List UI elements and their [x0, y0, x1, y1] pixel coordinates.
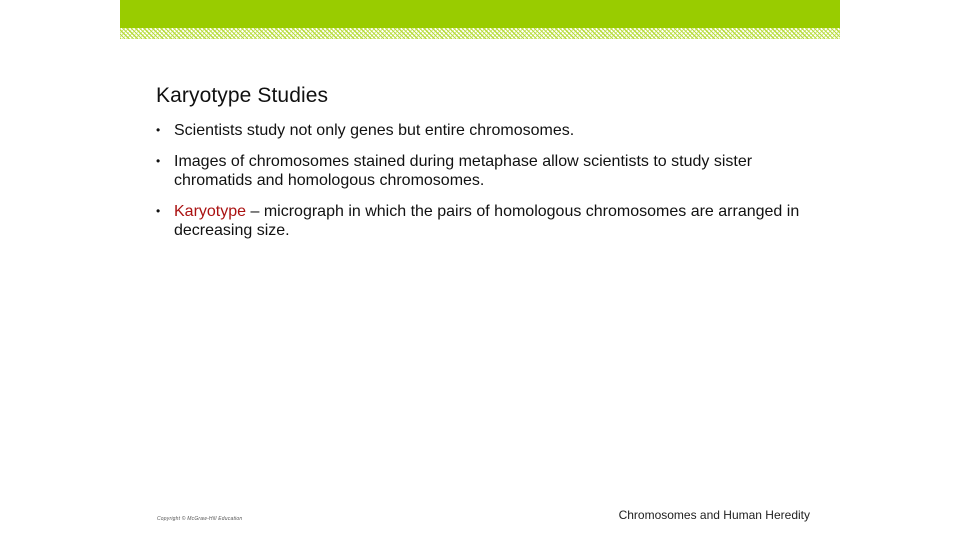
header-bar [120, 0, 840, 28]
bullet-item [156, 202, 816, 240]
bullet-icon: • [156, 123, 161, 137]
slide-title: Karyotype Studies [156, 84, 329, 107]
bullet-text: – micrograph in which the pairs of homologous chromosomes are arranged in decreasing size. [174, 203, 800, 239]
bullet-icon: • [156, 154, 161, 168]
term-karyotype: Karyotype [174, 203, 247, 220]
bullet-text: Images of chromosomes stained during metaphase allow scientists to study sister chromatids and homologous chromosomes. [174, 153, 753, 189]
footer-chapter-title: Chromosomes and Human Heredity [618, 508, 810, 522]
bullet-list [156, 121, 816, 252]
header-hatch-strip [120, 28, 840, 39]
bullet-icon: • [156, 204, 161, 218]
copyright-notice: Copyright © McGraw-Hill Education [157, 516, 243, 522]
bullet-item [156, 152, 816, 190]
bullet-text: Scientists study not only genes but entire chromosomes. [174, 122, 575, 139]
bullet-item [156, 121, 816, 140]
